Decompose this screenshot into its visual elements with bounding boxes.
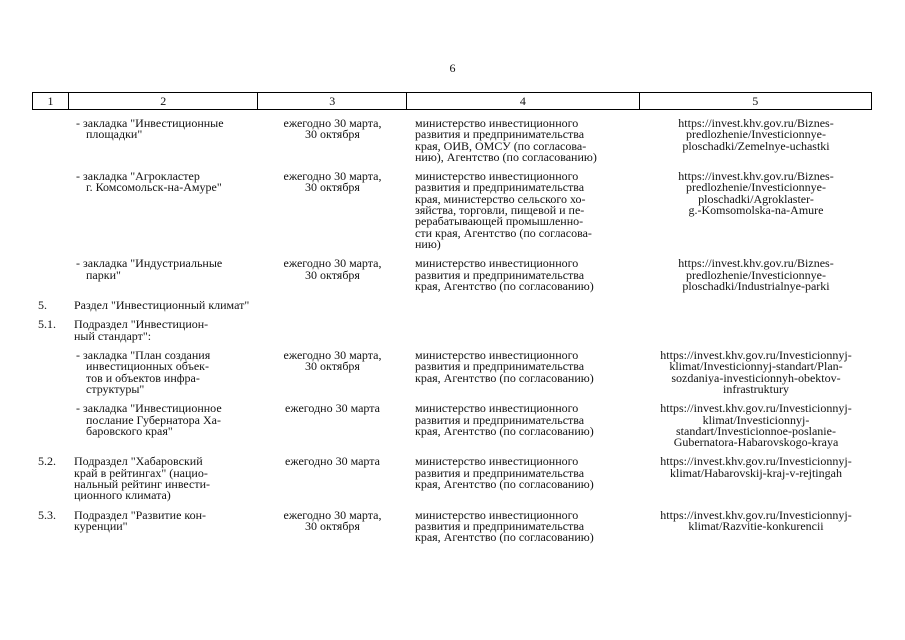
row-name-first: Раздел "Инвестиционный климат" [74, 298, 250, 313]
row-number: 5.3. [38, 507, 56, 522]
table-row [32, 456, 872, 501]
row-name-first: - закладка "Инвестиционное [76, 401, 222, 416]
row-deadline: ежегодно 30 марта, 30 октября [283, 507, 382, 533]
header-col-5: 5 [752, 94, 759, 108]
row-number [32, 403, 68, 448]
row-link: https://invest.khv.gov.ru/Biznes- predlozhenie/Investicionnye- ploschadki/Agroklaster- g.-Komsomolska-na-Amure [678, 169, 834, 218]
row-name [68, 507, 258, 544]
row-number [32, 118, 68, 163]
row-number: 5.2. [38, 454, 56, 469]
row-name-first: - закладка "План создания [76, 348, 211, 363]
row-number [32, 350, 68, 395]
row-deadline: ежегодно 30 марта [285, 454, 380, 469]
row-deadline [258, 319, 407, 342]
row-deadline [258, 300, 407, 311]
row-name-continuation: инвестиционных объек- тов и объектов инфра- структуры" [86, 359, 209, 396]
row-number [32, 258, 68, 292]
row-responsible: министерство инвестиционного развития и предпринимательства края, министерство сельского хо- зяйства, торговли, пищевой и пе- рерабатывающей промышленно- сти края, Агентство (по согласова- нию) [415, 169, 592, 251]
table-row [32, 258, 872, 292]
row-link: https://invest.khv.gov.ru/Investicionnyj- klimat/Razvitie-konkurencii [660, 507, 852, 533]
row-name-first: Подраздел "Развитие кон- куренции" [74, 507, 207, 533]
row-responsible: министерство инвестиционного развития и предпринимательства края, Агентство (по согласованию) [415, 348, 594, 385]
row-responsible: министерство инвестиционного развития и предпринимательства края, Агентство (по согласованию) [415, 454, 594, 492]
row-link [640, 300, 872, 311]
row-link: https://invest.khv.gov.ru/Biznes- predlozhenie/Investicionnye- ploschadki/Zemelnye-uchastki [678, 116, 834, 153]
header-col-3: 3 [258, 93, 407, 109]
row-number: 5. [38, 298, 47, 313]
row-deadline: ежегодно 30 марта, 30 октября [283, 116, 382, 142]
row-name-continuation: г. Комсомольск-на-Амуре" [86, 180, 222, 195]
row-link: https://invest.khv.gov.ru/Investicionnyj- klimat/Investicionnyj-standart/Plan- sozdaniya-investicionnyh-obektov- infrastruktury [660, 348, 852, 396]
table-row [32, 319, 872, 342]
row-name [68, 319, 258, 342]
row-name [68, 403, 258, 448]
row-name [68, 258, 258, 292]
row-responsible: министерство инвестиционного развития и предпринимательства края, Агентство (по согласованию) [415, 507, 594, 545]
row-responsible [407, 319, 640, 342]
table-body [32, 118, 872, 544]
row-deadline: ежегодно 30 марта, 30 октября [283, 256, 382, 282]
row-name-first: - закладка "Инвестиционные [76, 116, 224, 130]
row-name [68, 350, 258, 395]
header-col-1: 1 [33, 93, 69, 109]
row-responsible: министерство инвестиционного развития и предпринимательства края, Агентство (по согласованию) [415, 256, 594, 293]
row-name-first: - закладка "Индустриальные [76, 256, 223, 271]
row-responsible [407, 300, 640, 311]
row-responsible: министерство инвестиционного развития и предпринимательства края, ОИВ, ОМСУ (по согласова- нию), Агентство (по согласованию) [415, 116, 597, 164]
row-link: https://invest.khv.gov.ru/Biznes- predlozhenie/Investicionnye- ploschadki/Industrialnye-parki [678, 256, 834, 293]
row-name [68, 300, 258, 311]
row-deadline: ежегодно 30 марта, 30 октября [283, 169, 382, 195]
row-name-first: Подраздел "Инвестицион- ный стандарт": [74, 317, 209, 343]
row-name-continuation: послание Губернатора Ха- баровского края" [86, 412, 221, 438]
row-name-first: - закладка "Агрокластер [76, 169, 200, 184]
table-row [32, 350, 872, 395]
table-row [32, 403, 872, 448]
row-deadline: ежегодно 30 марта, 30 октября [283, 348, 382, 374]
row-number: 5.1. [38, 317, 56, 332]
row-link: https://invest.khv.gov.ru/Investicionnyj- klimat/Habarovskij-kraj-v-rejtingah [660, 454, 852, 480]
row-responsible: министерство инвестиционного развития и предпринимательства края, Агентство (по согласованию) [415, 401, 594, 438]
row-name [68, 171, 258, 250]
row-link: https://invest.khv.gov.ru/Investicionnyj- klimat/Investicionnyj- standart/Investicionnoe-poslanie- Gubernatora-Habarovskogo-kraya [660, 401, 852, 450]
row-name-first: Подраздел "Хабаровский край в рейтингах" (нацио- нальный рейтинг инвести- ционного климата) [74, 454, 211, 503]
row-name [68, 118, 258, 163]
row-deadline: ежегодно 30 марта [285, 401, 380, 416]
row-name-continuation: парки" [86, 267, 121, 282]
table-row [32, 507, 872, 545]
row-name-continuation: площадки" [86, 127, 143, 142]
table-row [32, 118, 872, 163]
row-link [640, 319, 872, 342]
row-name [68, 456, 258, 501]
header-col-4: 4 [407, 93, 639, 109]
table-row [32, 171, 872, 250]
header-col-2: 2 [69, 93, 259, 109]
row-number [32, 171, 68, 250]
table-row [32, 300, 872, 311]
table-header [32, 92, 872, 110]
page-number: 6 [449, 61, 456, 75]
